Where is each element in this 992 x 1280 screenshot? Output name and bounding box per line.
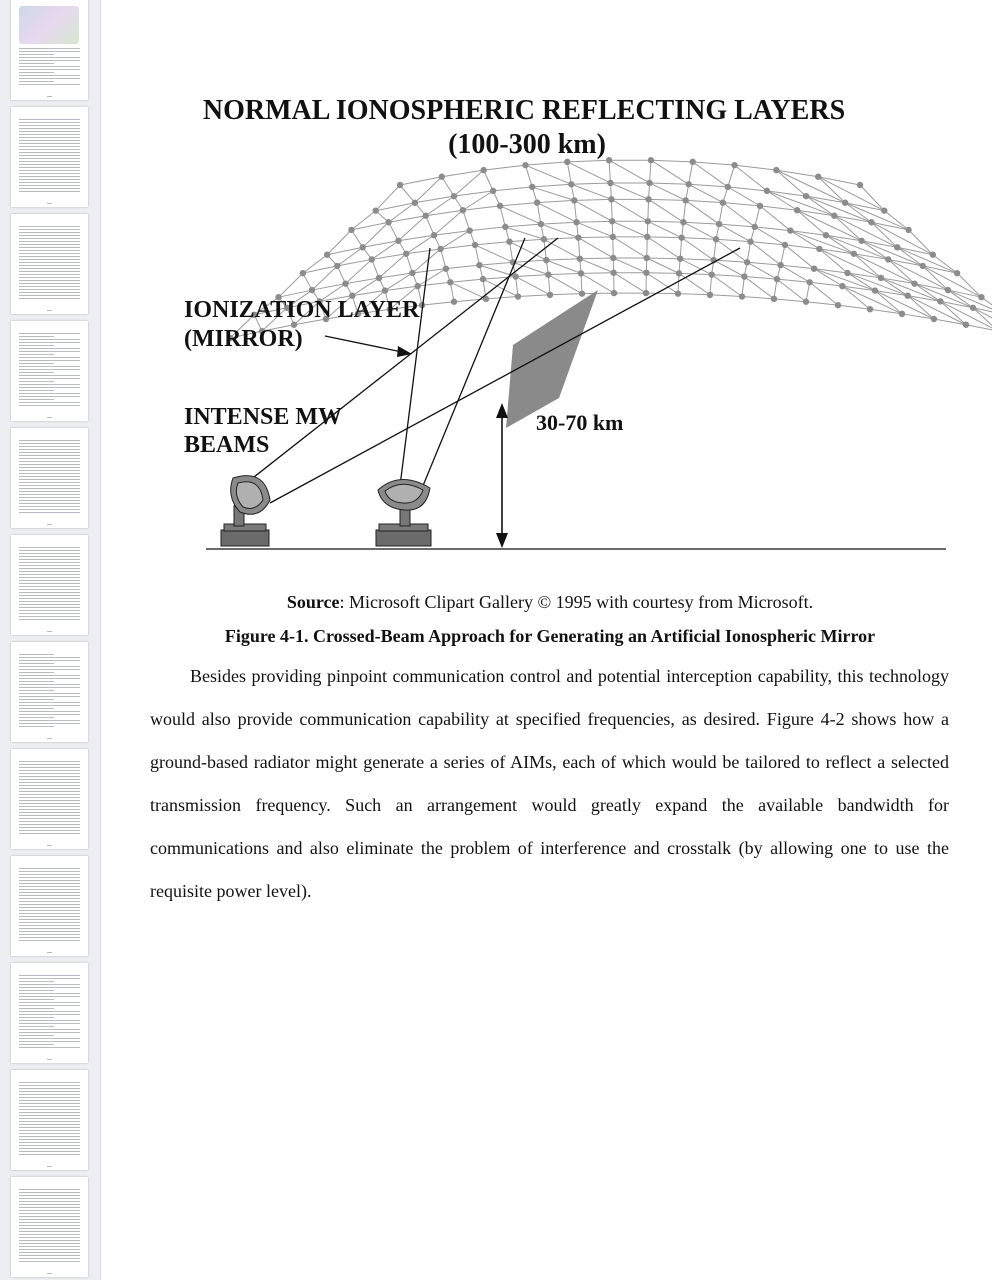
dome-node (815, 174, 821, 180)
page-thumbnail[interactable] (11, 214, 88, 314)
dome-node (466, 227, 472, 233)
dome-node (376, 275, 382, 281)
dome-node (648, 157, 654, 163)
dome-node (506, 238, 512, 244)
dome-node (608, 196, 614, 202)
dome-node (685, 181, 691, 187)
dome-node (497, 203, 503, 209)
beams-label: BEAMS (184, 432, 270, 458)
dome-node (324, 252, 330, 258)
page-thumbnail-sidebar[interactable] (0, 0, 101, 1280)
dome-node (930, 252, 936, 258)
dome-node (480, 276, 486, 282)
dome-node (774, 276, 780, 282)
mirror-label: (MIRROR) (184, 326, 303, 352)
dome-node (844, 270, 850, 276)
dome-node (573, 219, 579, 225)
dome-node (515, 293, 521, 299)
dome-node (646, 180, 652, 186)
dome-node (451, 299, 457, 305)
dome-node (578, 270, 584, 276)
dome-node (538, 221, 544, 227)
dome-node (309, 287, 315, 293)
dome-node (385, 219, 391, 225)
dome-node (794, 207, 800, 213)
dome-node (373, 207, 379, 213)
dome-node (872, 287, 878, 293)
thumbnail-illustration (19, 6, 79, 44)
dome-node (683, 197, 689, 203)
dome-node (894, 244, 900, 250)
page-thumbnail[interactable] (11, 1070, 88, 1170)
dome-node (397, 182, 403, 188)
dome-node (680, 219, 686, 225)
dome-node (437, 246, 443, 252)
dome-node (412, 200, 418, 206)
dome-node (839, 283, 845, 289)
dome-node (777, 262, 783, 268)
dome-node (547, 292, 553, 298)
dome-node (842, 200, 848, 206)
dome-node (782, 242, 788, 248)
dome-node (577, 255, 583, 261)
dome-node (741, 273, 747, 279)
dome-node (522, 162, 528, 168)
dome-node (747, 238, 753, 244)
dome-node (970, 305, 976, 311)
dome-node (571, 197, 577, 203)
dome-node (447, 279, 453, 285)
crossed-beam-figure (100, 0, 992, 580)
dome-node (851, 251, 857, 257)
dome-node (409, 270, 415, 276)
dome-node (720, 199, 726, 205)
dome-node (899, 311, 905, 317)
dome-node (835, 302, 841, 308)
document-page (100, 0, 992, 1280)
dome-node (954, 270, 960, 276)
dome-node (911, 280, 917, 286)
dome-node (300, 270, 306, 276)
dome-node (568, 181, 574, 187)
dome-node (931, 316, 937, 322)
dome-node (502, 224, 508, 230)
dome-node (610, 255, 616, 261)
dome-node (716, 221, 722, 227)
page-thumbnail[interactable] (11, 535, 88, 635)
dome-node (675, 290, 681, 296)
dome-node (403, 251, 409, 257)
dome-node (739, 293, 745, 299)
dome-node (764, 188, 770, 194)
dome-node (787, 227, 793, 233)
dome-node (937, 298, 943, 304)
dome-node (905, 292, 911, 298)
dome-node (857, 182, 863, 188)
dome-node (757, 203, 763, 209)
body-paragraph: Besides providing pinpoint communication control and potential interception capability, this technology would also provide communication capability at specified frequencies, as desired. Figure 4-2 shows how a ground-based radiator might generate a series of AIMs, each of which would be tailored to reflect a selected transmission frequency. Such an arrangement would greatly expand the available bandwidth for communications and also eliminate the problem of interference and crosstalk (by allowing one to use the requisite power level). (150, 666, 949, 901)
dome-node (606, 157, 612, 163)
dome-node (645, 218, 651, 224)
dome-node (480, 167, 486, 173)
dome-node (439, 174, 445, 180)
page-thumbnail[interactable] (11, 428, 88, 528)
dome-node (677, 255, 683, 261)
page-thumbnail[interactable] (11, 321, 88, 421)
dome-node (744, 259, 750, 265)
dome-node (611, 290, 617, 296)
dome-node (867, 306, 873, 312)
dome-node (644, 255, 650, 261)
ionization-mirror-shape (506, 290, 598, 428)
dome-node (868, 219, 874, 225)
dome-node (945, 287, 951, 293)
dome-node (610, 234, 616, 240)
dome-node (823, 232, 829, 238)
dome-node (905, 227, 911, 233)
page-thumbnail[interactable] (11, 107, 88, 207)
dome-node (803, 299, 809, 305)
dome-node (490, 188, 496, 194)
dome-node (811, 265, 817, 271)
dome-node (708, 271, 714, 277)
dome-node (803, 193, 809, 199)
source-label: Source (286, 592, 340, 612)
page-thumbnail[interactable] (11, 963, 88, 1063)
dome-node (342, 280, 348, 286)
dome-node (414, 283, 420, 289)
page-thumbnail[interactable] (11, 749, 88, 849)
page-thumbnail[interactable] (11, 1177, 88, 1277)
microwave-beams (240, 238, 740, 503)
dome-node (534, 199, 540, 205)
dome-node (643, 290, 649, 296)
dome-node (878, 275, 884, 281)
dome-node (773, 167, 779, 173)
dome-node (460, 207, 466, 213)
dome-node (443, 265, 449, 271)
dome-node (541, 236, 547, 242)
figure-title-line2: (100-300 km) (448, 129, 606, 160)
dome-node (607, 180, 613, 186)
dome-node (752, 224, 758, 230)
dome-node (476, 262, 482, 268)
dome-node (920, 263, 926, 269)
dome-node (725, 184, 731, 190)
source-text: : Microsoft Clipart Gallery © 1995 with courtesy from Microsoft. (339, 592, 814, 612)
dome-node (423, 213, 429, 219)
page-thumbnail[interactable] (11, 642, 88, 742)
dome-node (512, 273, 518, 279)
dish-antenna-right (376, 479, 431, 546)
dome-node (678, 234, 684, 240)
dome-node (575, 234, 581, 240)
figure-title-line1: NORMAL IONOSPHERIC REFLECTING LAYERS (202, 95, 846, 126)
dome-node (369, 256, 375, 262)
dome-node (831, 213, 837, 219)
dome-node (644, 234, 650, 240)
dome-node (978, 294, 984, 300)
dome-node (348, 227, 354, 233)
ionization-layer-label: IONIZATION LAYER (184, 297, 420, 323)
dome-node (643, 270, 649, 276)
dome-node (731, 162, 737, 168)
dome-node (963, 322, 969, 328)
dome-node (382, 287, 388, 293)
dome-node (645, 196, 651, 202)
dome-node (451, 193, 457, 199)
dome-node (707, 292, 713, 298)
dome-node (543, 257, 549, 263)
dome-node (676, 270, 682, 276)
dome-node (545, 271, 551, 277)
page-thumbnail[interactable] (11, 0, 88, 100)
dome-node (431, 232, 437, 238)
dome-node (713, 236, 719, 242)
dome-node (881, 207, 887, 213)
dome-node (806, 279, 812, 285)
dome-node (472, 242, 478, 248)
dome-node (579, 290, 585, 296)
page-thumbnail[interactable] (11, 856, 88, 956)
height-range-label: 30-70 km (536, 410, 624, 435)
dish-antenna-left (221, 476, 270, 546)
dome-node (858, 238, 864, 244)
dome-node (771, 296, 777, 302)
dome-node (529, 184, 535, 190)
dome-node (610, 270, 616, 276)
dome-node (395, 238, 401, 244)
intense-mw-label: INTENSE MW (184, 404, 343, 430)
dome-node (885, 256, 891, 262)
dome-node (690, 159, 696, 165)
dome-node (609, 218, 615, 224)
figure-source-line (100, 592, 992, 613)
dome-node (360, 244, 366, 250)
dome-node (816, 246, 822, 252)
figure-caption: Figure 4-1. Crossed-Beam Approach for Generating an Artificial Ionospheric Mirror (224, 626, 876, 646)
dome-node (334, 263, 340, 269)
